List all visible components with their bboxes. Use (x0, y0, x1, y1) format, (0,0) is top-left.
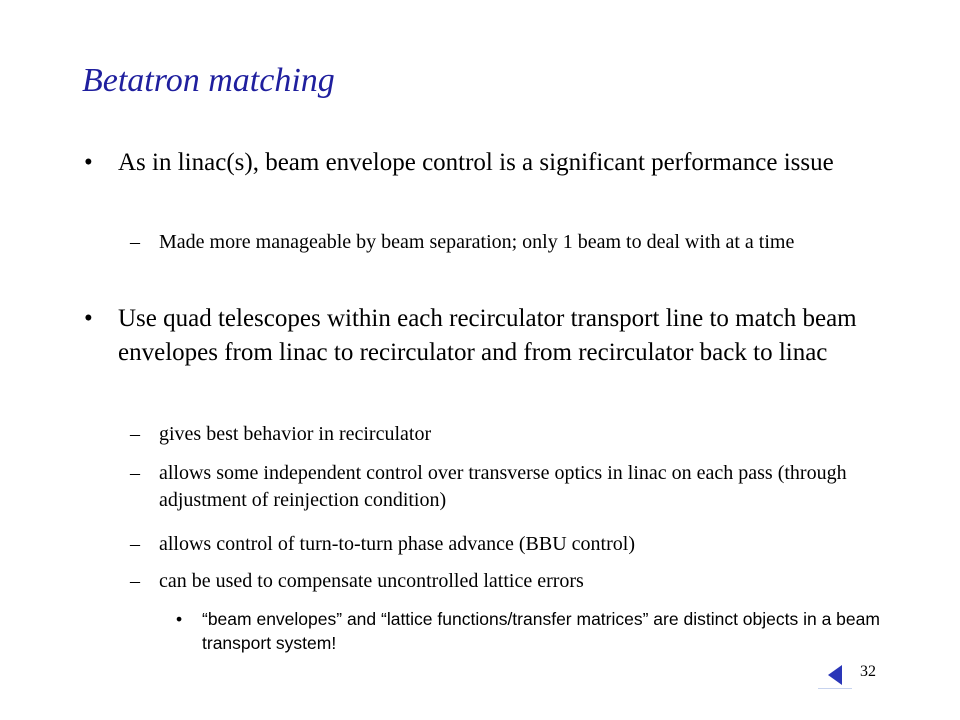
nav-underline (818, 688, 852, 689)
dash-marker: – (130, 423, 140, 445)
sub-sub-bullet-text: “beam envelopes” and “lattice functions/transfer matrices” are distinct objects in a beam transport system! (202, 609, 880, 653)
dash-marker: – (130, 231, 140, 253)
sub-bullet-text: allows some independent control over transverse optics in linac on each pass (through adjustment of reinjection condition) (159, 462, 847, 511)
sub-bullet-text: allows control of turn-to-turn phase advance (BBU control) (159, 533, 635, 555)
sub-bullet-text: gives best behavior in recirculator (159, 423, 432, 445)
page-number: 32 (860, 663, 876, 680)
dash-marker: – (130, 462, 140, 484)
back-arrow-icon[interactable] (822, 662, 848, 688)
bullet-marker: • (84, 149, 93, 176)
bullet-marker: • (176, 609, 183, 629)
slide-title: Betatron matching (82, 62, 335, 99)
bullet-text: As in linac(s), beam envelope control is a significant performance issue (118, 149, 834, 176)
dash-marker: – (130, 570, 140, 592)
bullet-text: Use quad telescopes within each recirculator transport line to match beam envelopes from linac to recirculator and from recirculator back to linac (118, 305, 857, 366)
sub-bullet-text: Made more manageable by beam separation; only 1 beam to deal with at a time (159, 231, 795, 253)
sub-bullet-text: can be used to compensate uncontrolled lattice errors (159, 570, 584, 592)
bullet-marker: • (84, 305, 93, 332)
dash-marker: – (130, 533, 140, 555)
